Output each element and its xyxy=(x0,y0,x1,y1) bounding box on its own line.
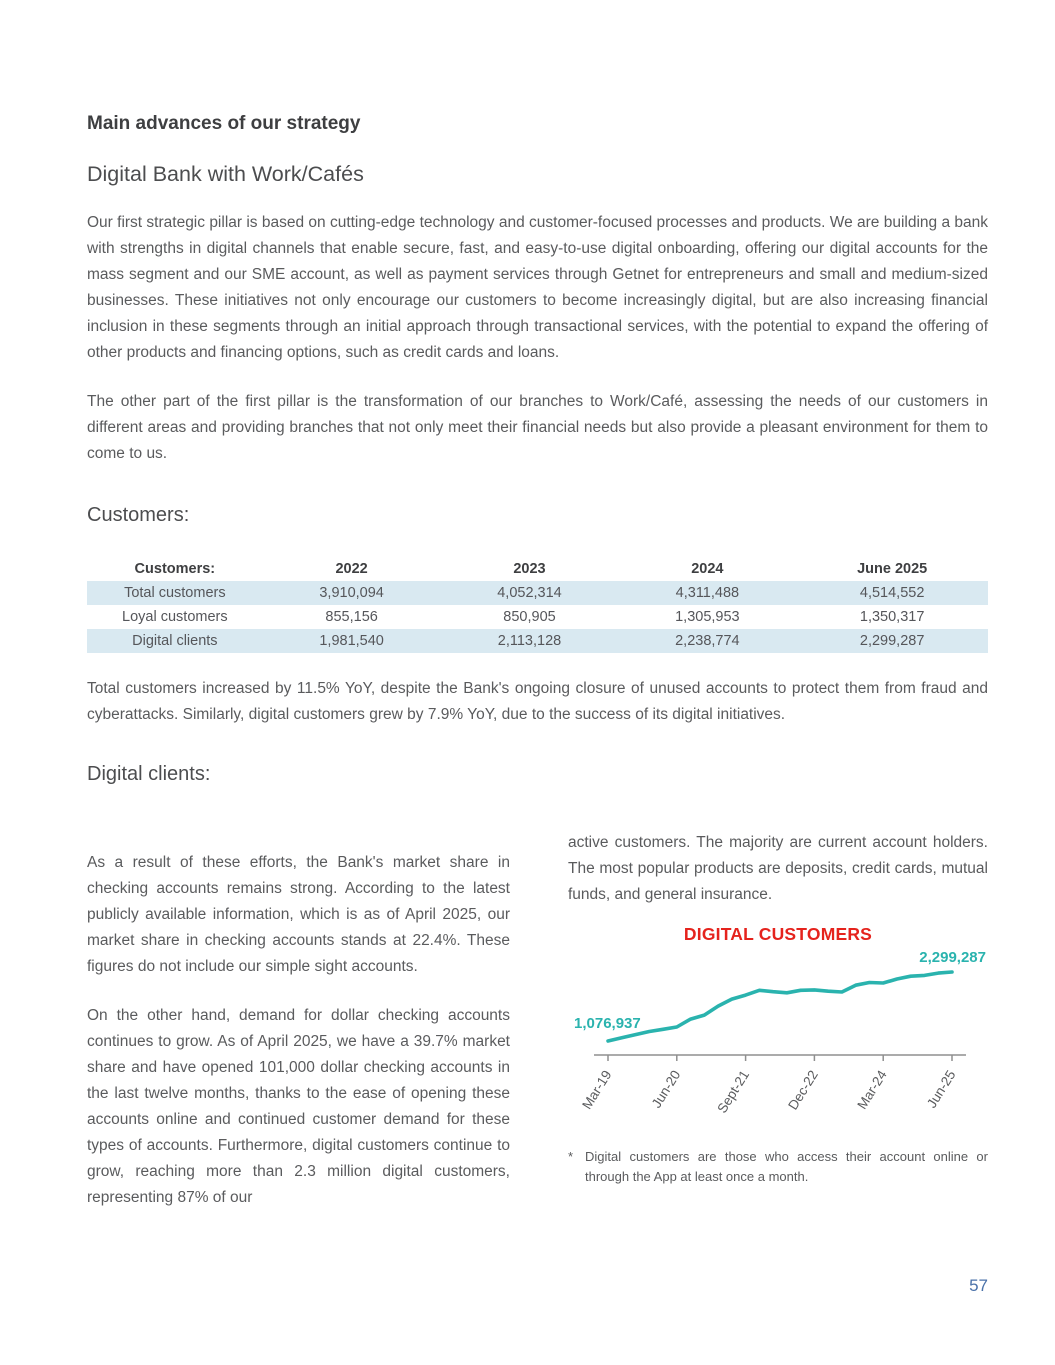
table-row-label: Digital clients xyxy=(132,633,218,649)
paragraph-pillar-2: The other part of the first pillar is the transformation of our branches to Work/Café, assessing the needs of our customers in different areas and providing branches that not only meet their financial needs but also provide a pleasant environment for them to come to us. xyxy=(87,393,988,462)
paragraph-pillar-1: Our first strategic pillar is based on cutting-edge technology and customer-focused processes and products. We are building a bank with strengths in digital channels that enable secure, fast, and easy-to-use digital onboarding, offering our digital accounts for the mass segment and our SME account, as well as payment services through Getnet for entrepreneurs and small and medium-sized businesses. These initiatives not only encourage our customers to become increasingly digital, but are also increasing financial inclusion in these segments through an initial approach through transactional services, with the potential to expand the offering of other products and financing options, such as credit cards and loans. xyxy=(87,214,988,361)
paragraph-right-1: active customers. The majority are current account holders. The most popular products are deposits, credit cards, mutual funds, and general insurance. xyxy=(568,834,988,903)
table-row xyxy=(87,581,988,605)
digital-clients-section-heading: Digital clients: xyxy=(87,763,211,785)
digital-customers-line xyxy=(608,972,952,1041)
table-header-year: 2023 xyxy=(513,561,546,577)
sub-heading: Digital Bank with Work/Cafés xyxy=(87,162,364,186)
table-row xyxy=(87,629,988,653)
table-header-year: 2022 xyxy=(335,561,368,577)
paragraph-left-1: As a result of these efforts, the Bank's market share in checking accounts remains strong. According to the latest publicly available information, which is as of April 2025, our market share in checking accounts stands at 22.4%. These figures do not include our simple sight accounts. xyxy=(87,854,510,975)
customers-table-body xyxy=(87,581,988,653)
footnote-asterisk: * xyxy=(568,1149,574,1164)
table-cell: 3,910,094 xyxy=(319,585,384,601)
chart-title: DIGITAL CUSTOMERS xyxy=(683,924,873,944)
left-column xyxy=(87,830,510,1211)
table-cell: 855,156 xyxy=(325,609,378,625)
table-cell: 2,238,774 xyxy=(675,633,740,649)
paragraph-left-2: On the other hand, demand for dollar checking accounts continues to grow. As of April 2025, we have a 39.7% market share and have opened 101,000 dollar checking accounts in the last twelve months, thanks to the ease of opening these accounts online and continued customer demand for these types of accounts. Furthermore, digital customers continue to grow, reaching more than 2.3 million digital customers, representing 87% of our xyxy=(87,1007,510,1206)
customers-table-head-row xyxy=(87,557,988,581)
x-axis-label: Mar-24 xyxy=(854,1067,890,1112)
table-cell: 4,311,488 xyxy=(675,585,740,601)
table-cell: 2,299,287 xyxy=(859,633,925,649)
chart-footnote xyxy=(568,1147,988,1186)
page-number: 57 xyxy=(969,1276,988,1295)
table-cell: 1,350,317 xyxy=(859,609,925,625)
right-column xyxy=(568,830,988,1211)
table-cell: 2,113,128 xyxy=(497,633,562,649)
customers-table xyxy=(87,557,988,653)
table-header-year: June 2025 xyxy=(857,561,928,577)
x-axis-label: Jun-20 xyxy=(648,1067,684,1111)
first-point-label: 1,076,937 xyxy=(574,1015,641,1032)
table-row-label: Total customers xyxy=(124,585,226,601)
table-header-year: 2024 xyxy=(691,561,724,577)
table-row-label: Loyal customers xyxy=(122,609,228,625)
paragraph-customers-growth: Total customers increased by 11.5% YoY, despite the Bank's ongoing closure of unused accounts to protect them from fraud and cyberattacks. Similarly, digital customers grew by 7.9% YoY, due to the success of its digital initiatives. xyxy=(87,680,988,723)
x-axis-label: Mar-19 xyxy=(579,1067,615,1112)
footnote-text: Digital customers are those who access their account online or through the App at least once a month. xyxy=(585,1149,988,1184)
table-cell: 850,905 xyxy=(503,609,556,625)
table-cell: 4,052,314 xyxy=(497,585,562,601)
table-row xyxy=(87,605,988,629)
table-cell: 1,981,540 xyxy=(319,633,384,649)
main-heading: Main advances of our strategy xyxy=(87,113,361,134)
x-axis-label: Dec-22 xyxy=(785,1067,821,1113)
table-header-label: Customers: xyxy=(134,561,216,577)
last-point-label: 2,299,287 xyxy=(919,949,986,966)
table-cell: 1,305,953 xyxy=(675,609,740,625)
table-cell: 4,514,552 xyxy=(859,585,925,601)
two-column-section xyxy=(87,830,988,1211)
customers-section-heading: Customers: xyxy=(87,504,190,526)
x-axis-label: Sept-21 xyxy=(714,1067,753,1116)
digital-customers-plot xyxy=(568,947,988,1139)
x-axis-label: Jun-25 xyxy=(923,1067,959,1111)
